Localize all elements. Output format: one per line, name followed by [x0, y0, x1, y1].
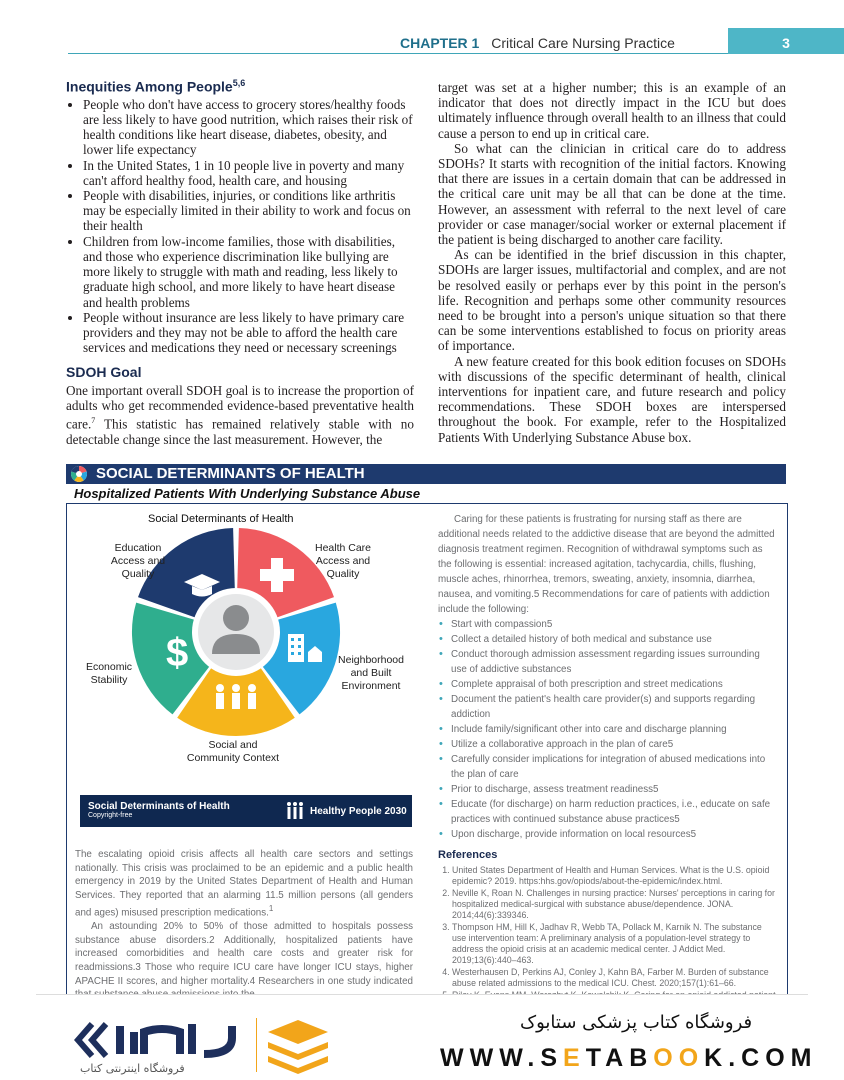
paragraph: Caring for these patients is frustrating for nursing staff as there are additional needs related to the addictive disease that are beyond the admitted diagnosis treatment regimen. Recognition of withdrawal symptoms such as the following is essential: increased agitation, tachycardia, chills, flushing, muscle aches, rhinorrhea, tremors, sweating, anxiety, insomnia, diarrhea, nausea, and vomiting.5 Recommendations for care of patients with addiction include the following: [438, 514, 775, 615]
list-item: • Conduct thorough admission assessment regarding issues surrounding use of addictive substances [451, 647, 776, 677]
sdoh-goal-paragraph [66, 383, 414, 447]
sdoh-subtitle: Hospitalized Patients With Underlying Substance Abuse [74, 486, 421, 501]
paragraph: As can be identified in the brief discussion in this chapter, SDOHs are larger issues, multifactorial and complex, and are not be resolved easily or perhaps ever by this point in the person's life. Recognition and perhaps some other community resources need to be brought into a person's unique situation so that there can be some interventions established to focus on priority areas of importance. [438, 247, 786, 354]
list-item: • Utilize a collaborative approach in the plan of care5 [451, 737, 776, 752]
label-education-text: Education Access and Quality [110, 542, 166, 580]
figure-title: Social Determinants of Health [148, 513, 294, 525]
url-part: TAB [585, 1044, 654, 1072]
reference-item: 3. Thompson HM, Hill K, Jadhav R, Webb TA, Pollack M, Karnik N. The substance use intervention team: A preliminary analysis of a population-level strategy to address the opioid crisis at an academic medical center. J Addict Med. 2019;13(6):440–463. [452, 922, 776, 966]
credit-brand: Healthy People 2030 [310, 806, 407, 817]
running-header [400, 35, 675, 51]
inequities-list [66, 97, 414, 355]
citation: 1 [268, 904, 274, 914]
logo-separator [256, 1018, 257, 1072]
paragraph: A new feature created for this book edition focuses on SDOHs with discussions of the specific determinant of health, clinical interventions for inpatient care, and future research and policy recommendations. These SDOH boxes are interspersed throughout the book. For example, refer to the Hospitalized Patients With Underlying Substance Abuse box. [438, 353, 786, 445]
list-item: • People with disabilities, injuries, or conditions like arthritis may be especially limited in their ability to work and focus on their health [83, 188, 414, 234]
label-economic [76, 661, 142, 687]
header-rule [68, 53, 728, 54]
community-people-icon [216, 684, 256, 709]
sdoh-title-bar [66, 464, 786, 484]
list-item: • Document the patient's health care provider(s) and supports regarding addiction [451, 692, 776, 722]
page-number: 3 [728, 28, 844, 54]
heading-citation: 5,6 [232, 78, 246, 88]
credit-sub: Copyright-free [88, 812, 133, 819]
credit-title: Social Determinants of Health [88, 801, 230, 812]
inequities-heading-text: Inequities Among People [66, 78, 233, 95]
reference-item: 4. Westerhausen D, Perkins AJ, Conley J, Kahn BA, Farber M. Burden of substance abuse related admissions to the medical ICU. Chest. 2020;157(1):61–66. [452, 967, 776, 989]
paragraph: target was set at a higher number; this is an example of an indicator that does not directly impact in the ICU but does ultimately influence through overall health to an illness that could cause a person to end up in critical care. [438, 80, 786, 141]
dollar-icon: $ [166, 631, 189, 675]
setabook-logo [72, 1018, 252, 1062]
box-left-p1: The escalating opioid crisis affects all health care sectors and settings nationally. This crisis was proclaimed to be an epidemic and a public health emergency in 2019 by the United States Department of Health and Human Services. They reported that an alarming 11.5 million persons (all genders and ages) misused prescription medications. [75, 849, 413, 919]
store-name: فروشگاه کتاب پزشکی ستابوک [520, 1012, 753, 1033]
list-item: • Carefully consider implications for integration of abused medications into the plan of care [451, 752, 776, 782]
sdoh-wheel-icon [70, 465, 88, 483]
paragraph: So what can the clinician in critical care do to address SDOHs? It starts with recognition of the initial factors. Knowing that there are issues in a certain domain that can be addressed in the critical care unit may be all that can be done at the time. However, an assessment with referral to the next level of care provider or case manager/social worker or external placement if the patient is being discharged to another care facility. [438, 140, 786, 248]
list-item: • Upon discharge, provide information on local resources5 [451, 827, 776, 842]
goal-citation: 7 [91, 415, 96, 425]
label-education [88, 542, 188, 581]
url-part: K.COM [704, 1044, 818, 1072]
left-column [66, 76, 414, 447]
label-health-care-text: Health Care Access and Quality [314, 542, 372, 580]
book-stack-icon [266, 1018, 330, 1074]
logo-subtitle: فروشگاه اینترنتی کتاب [80, 1062, 185, 1075]
list-item: • Complete appraisal of both prescription and street medications [451, 677, 776, 692]
recommendations-list [438, 617, 776, 842]
label-economic-text: Economic Stability [85, 661, 133, 686]
url-part: E [563, 1044, 586, 1072]
paragraph: An astounding 20% to 50% of those admitted to hospitals possess substance abuse disorders.2 Additionally, hospitalized patients have increased comorbidities and health care costs and greater risk for readmissions.3 Those who require ICU care have longer ICU stays, higher APACHE II scores, and higher mortality.4 Researchers in one study indicated [75, 921, 413, 987]
chapter-title: Critical Care Nursing Practice [491, 35, 675, 51]
reference-item[interactable]: 1. United States Department of Health and Human Services. What is the U.S. opioid epidemic? 2019. https:hhs.gov/opiods/about-the-epidemic/index.html. [452, 865, 776, 887]
list-item: • People without insurance are less likely to have primary care providers and they may not be able to afford the health care services and medications they need or necessary screenings [83, 310, 414, 356]
reference-item: 2. Neville K, Roan N. Challenges in nursing practice: Nurses' perceptions in caring for hospitalized medical-surgical with substance abuse/dependence. JONA. 2014;44(6):339346. [452, 888, 776, 921]
chapter-label: CHAPTER 1 [400, 35, 480, 51]
list-item: • Prior to discharge, assess treatment readiness5 [451, 782, 776, 797]
list-item: • Children from low-income families, those with disabilities, and those who experience discrimination like bullying are more likely to struggle with math and reading, less likely to graduate high school, and more likely to have heart disease and health problems [83, 234, 414, 310]
right-column [438, 80, 786, 445]
inequities-heading [66, 76, 414, 95]
list-item: • Include family/significant other into care and discharge planning [451, 722, 776, 737]
label-social-text: Social and Community Context [186, 739, 280, 764]
url-part: OO [653, 1044, 705, 1072]
goal-text-b: This statistic has remained relatively stable with no detectable change since the last measurement. However, the [66, 416, 414, 447]
url-part: WWW.S [440, 1044, 564, 1072]
label-health-care [298, 542, 388, 581]
box-right-text [438, 512, 776, 1013]
list-item: • Collect a detailed history of both medical and substance use [451, 632, 776, 647]
references-list [438, 865, 776, 1012]
list-item: • People who don't have access to grocery stores/healthy foods are less likely to have good nutrition, which raises their risk of health conditions like heart disease, diabetes, obesity, and lower life expectancy [83, 97, 414, 158]
label-social [170, 739, 296, 765]
box-left-text [75, 848, 413, 1002]
label-neighborhood [326, 654, 416, 693]
references-heading: References [438, 849, 498, 861]
list-item: • Educate (for discharge) on harm reduction practices, i.e., educate on safe practices with continued substance abuse practices5 [451, 797, 776, 827]
healthy-people-logo-icon [284, 800, 306, 822]
label-neighborhood-text: Neighborhood and Built Environment [338, 654, 404, 692]
figure-credit-bar [80, 795, 412, 827]
store-url[interactable] [440, 1044, 817, 1073]
goal-text-a: One important overall SDOH goal is to increase the proportion of adults who get recommended evidence-based preventative health care. [66, 382, 414, 432]
sdoh-title: SOCIAL DETERMINANTS OF HEALTH [96, 465, 365, 482]
paragraph [75, 848, 413, 920]
list-item: • Start with compassion5 [451, 617, 776, 632]
list-item: • In the United States, 1 in 10 people live in poverty and many can't afford healthy food, health care, and housing [83, 158, 414, 188]
footer-rule [36, 994, 808, 995]
sdoh-goal-heading: SDOH Goal [66, 364, 142, 381]
